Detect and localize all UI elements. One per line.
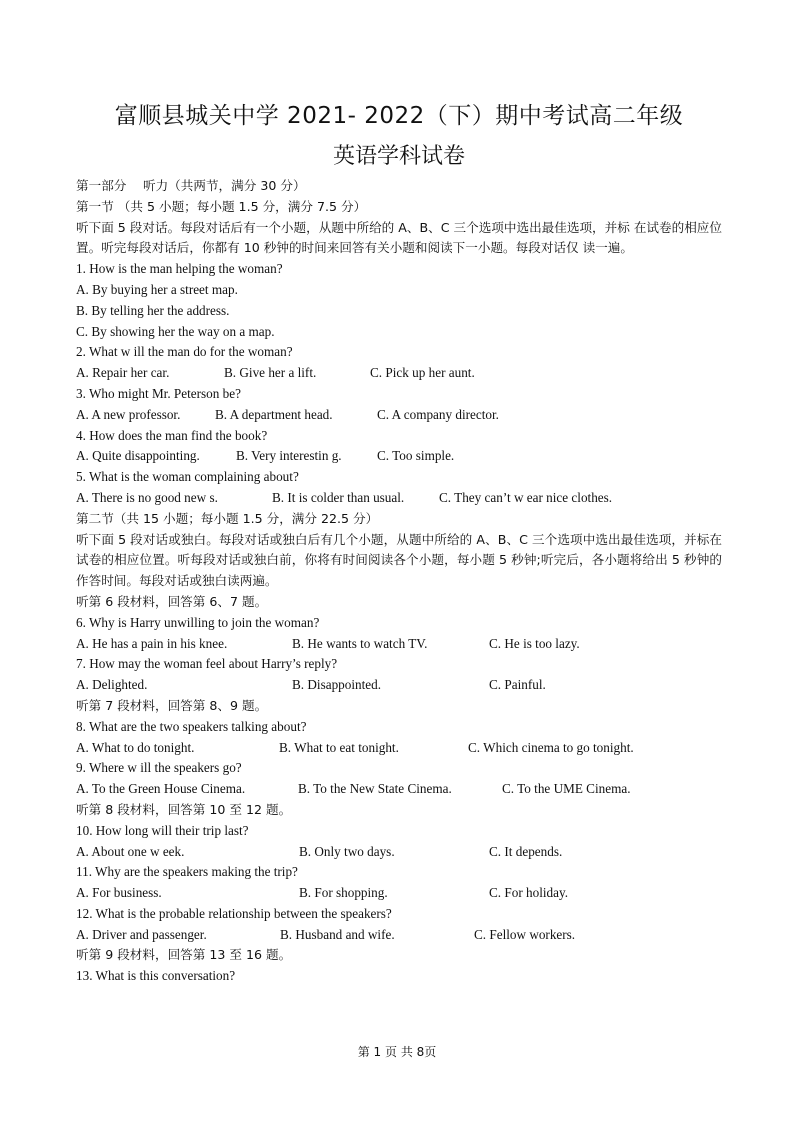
question-6-options bbox=[76, 634, 722, 655]
question-9-option-b: B. To the New State Cinema. bbox=[298, 781, 452, 797]
question-4-options bbox=[76, 446, 722, 467]
question-1-option-a: A. By buying her a street map. bbox=[76, 281, 238, 297]
question-12-option-c: C. Fellow workers. bbox=[474, 926, 576, 942]
question-3-option-b: B. A department head. bbox=[215, 406, 333, 422]
question-3-option-a: A. A new professor. bbox=[76, 406, 181, 422]
question-10-option-a: A. About one w eek. bbox=[76, 843, 185, 859]
question-4-option-a: A. Quite disappointing. bbox=[76, 448, 200, 464]
question-4-option-c: C. Too simple. bbox=[377, 448, 455, 464]
question-1-option-c: C. By showing her the way on a map. bbox=[76, 323, 275, 339]
question-8-option-c: C. Which cinema to go tonight. bbox=[468, 739, 634, 755]
question-6-option-b: B. He wants to watch TV. bbox=[292, 635, 428, 651]
question-11-option-c: C. For holiday. bbox=[489, 885, 569, 901]
question-11-option-b: B. For shopping. bbox=[299, 885, 388, 901]
material-9-heading: 听第 9 段材料，回答第 13 至 16 题。 bbox=[76, 947, 292, 963]
question-3-option-c: C. A company director. bbox=[377, 406, 499, 422]
question-10-option-b: B. Only two days. bbox=[299, 843, 395, 859]
question-6-option-a: A. He has a pain in his knee. bbox=[76, 635, 228, 651]
section1-instruction: 听下面 5 段对话。每段对话后有一个小题，从题中所给的 A、B、C 三个选项中选出最佳选项，并标 在试卷的相应位置。听完每段对话后，你都有 10 秒钟的时间来回答有关小题和阅读下一小题。每段对话仅 读一遍。 bbox=[76, 219, 722, 256]
question-13-stem: 13. What is this conversation? bbox=[76, 968, 236, 984]
exam-subtitle: 英语学科试卷 bbox=[332, 144, 465, 169]
question-7-options bbox=[76, 675, 722, 696]
exam-title: 富顺县城关中学 2021- 2022（下）期中考试高二年级 bbox=[114, 103, 684, 129]
question-5-option-b: B. It is colder than usual. bbox=[272, 489, 405, 505]
question-5-options bbox=[76, 488, 722, 509]
question-8-option-a: A. What to do tonight. bbox=[76, 739, 195, 755]
question-9-options bbox=[76, 779, 722, 800]
question-12-options bbox=[76, 925, 722, 946]
question-12-option-b: B. Husband and wife. bbox=[280, 926, 395, 942]
question-7-stem: 7. How may the woman feel about Harry’s reply? bbox=[76, 656, 338, 672]
question-11-option-a: A. For business. bbox=[76, 885, 162, 901]
question-7-option-c: C. Painful. bbox=[489, 677, 546, 693]
question-4-stem: 4. How does the man find the book? bbox=[76, 427, 268, 443]
question-3-stem: 3. Who might Mr. Peterson be? bbox=[76, 385, 241, 401]
question-2-option-c: C. Pick up her aunt. bbox=[370, 365, 475, 381]
section1-heading: 第一节 （共 5 小题；每小题 1.5 分，满分 7.5 分） bbox=[76, 198, 367, 214]
question-5-stem: 5. What is the woman complaining about? bbox=[76, 469, 299, 485]
material-7-heading: 听第 7 段材料，回答第 8、9 题。 bbox=[76, 697, 268, 713]
question-12-option-a: A. Driver and passenger. bbox=[76, 926, 207, 942]
part1-heading: 第一部分 听力（共两节，满分 30 分） bbox=[76, 178, 306, 193]
question-2-option-a: A. Repair her car. bbox=[76, 365, 170, 381]
question-6-option-c: C. He is too lazy. bbox=[489, 635, 580, 651]
question-8-options bbox=[76, 738, 722, 759]
material-8-heading: 听第 8 段材料，回答第 10 至 12 题。 bbox=[76, 801, 292, 817]
section2-instruction: 听下面 5 段对话或独白。每段对话或独白后有几个小题，从题中所给的 A、B、C 三个选项中选出最佳选项，并标在试卷的相应位置。听每段对话或独白前，你将有时间阅读各个小题，每小题 5 秒钟;听完后，各小题将给出 5 秒钟的作答时间。每段对话或独白读两遍。 bbox=[76, 531, 722, 589]
question-5-option-a: A. There is no good new s. bbox=[76, 489, 218, 505]
question-1-option-b: B. By telling her the address. bbox=[76, 302, 230, 318]
question-7-option-a: A. Delighted. bbox=[76, 677, 148, 693]
question-2-stem: 2. What w ill the man do for the woman? bbox=[76, 344, 293, 360]
question-10-options bbox=[76, 842, 722, 863]
question-3-options bbox=[76, 405, 722, 426]
question-10-stem: 10. How long will their trip last? bbox=[76, 822, 249, 838]
question-8-option-b: B. What to eat tonight. bbox=[279, 739, 399, 755]
question-9-option-c: C. To the UME Cinema. bbox=[502, 781, 631, 797]
question-7-option-b: B. Disappointed. bbox=[292, 677, 382, 693]
question-9-option-a: A. To the Green House Cinema. bbox=[76, 781, 246, 797]
question-12-stem: 12. What is the probable relationship between the speakers? bbox=[76, 905, 392, 921]
material-6-heading: 听第 6 段材料，回答第 6、7 题。 bbox=[76, 593, 268, 609]
question-5-option-c: C. They can’t w ear nice clothes. bbox=[439, 489, 613, 505]
question-2-option-b: B. Give her a lift. bbox=[224, 365, 317, 381]
section2-heading: 第二节（共 15 小题；每小题 1.5 分，满分 22.5 分） bbox=[76, 510, 379, 526]
question-1-stem: 1. How is the man helping the woman? bbox=[76, 261, 283, 277]
question-6-stem: 6. Why is Harry unwilling to join the woman? bbox=[76, 614, 320, 630]
question-9-stem: 9. Where w ill the speakers go? bbox=[76, 760, 242, 776]
question-10-option-c: C. It depends. bbox=[489, 843, 563, 859]
question-11-options bbox=[76, 883, 722, 904]
question-2-options bbox=[76, 363, 722, 384]
question-4-option-b: B. Very interestin g. bbox=[236, 448, 342, 464]
page-number: 第 1 页 共 8页 bbox=[357, 1045, 437, 1059]
question-8-stem: 8. What are the two speakers talking about? bbox=[76, 718, 307, 734]
question-11-stem: 11. Why are the speakers making the trip? bbox=[76, 864, 298, 880]
